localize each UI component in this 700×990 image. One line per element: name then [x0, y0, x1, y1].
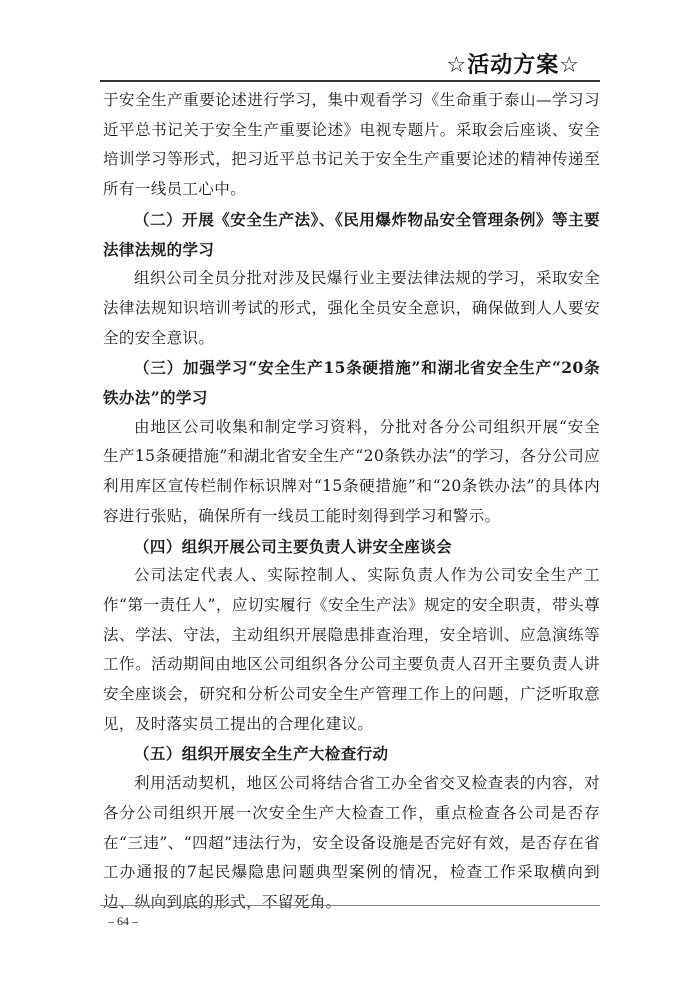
page-number: – 64 – [108, 914, 138, 928]
footer-divider [100, 905, 600, 906]
section-heading-2: （二）开展《安全生产法》、《民用爆炸物品安全管理条例》等主要法律法规的学习 [103, 209, 600, 259]
section-paragraph-5: 利用活动契机，地区公司将结合省工办全省交叉检查表的内容，对各分公司组织开展一次安全生产大检查工作，重点检查各公司是否存在“三违”、“四超”违法行为，安全设备设施是否完好有效，是否存在省工办通报的7起民爆隐患问题典型案例的情况，检查工作采取横向到边、纵向到底的形式，不留死角。 [103, 774, 600, 911]
section-heading-3: （三）加强学习“安全生产15条硬措施”和湖北省安全生产“20条铁办法”的学习 [103, 358, 600, 408]
section-paragraph-3: 由地区公司收集和制定学习资料，分批对各分公司组织开展“安全生产15条硬措施”和湖北省安全生产“20条铁办法”的学习，各分公司应利用库区宣传栏制作标识牌对“15条硬措施”和“20条铁办法”的具体内容进行张贴，确保所有一线员工能时刻得到学习和警示。 [103, 417, 600, 525]
document-body [103, 86, 600, 918]
section-heading-5: （五）组织开展安全生产大检查行动 [134, 744, 389, 764]
section-paragraph-2: 组织公司全员分批对涉及民爆行业主要法律法规的学习，采取安全法律法规知识培训考试的形式，强化全员安全意识，确保做到人人要安全的安全意识。 [103, 269, 600, 347]
section-heading-4: （四）组织开展公司主要负责人讲安全座谈会 [134, 536, 453, 556]
page-header-title: ☆活动方案☆ [446, 53, 580, 78]
section-paragraph-4: 公司法定代表人、实际控制人、实际负责人作为公司安全生产工作“第一责任人”，应切实履行《安全生产法》规定的安全职责，带头尊法、学法、守法，主动组织开展隐患排查治理，安全培训、应急演练等工作。活动期间由地区公司组织各分公司主要负责人召开主要负责人讲安全座谈会，研究和分析公司安全生产管理工作上的问题，广泛听取意见，及时落实员工提出的合理化建议。 [103, 566, 600, 733]
paragraph-continuation: 于安全生产重要论述进行学习，集中观看学习《生命重于泰山—学习习近平总书记关于安全生产重要论述》电视专题片。采取会后座谈、安全培训学习等形式，把习近平总书记关于安全生产重要论述的精神传递至所有一线员工心中。 [103, 91, 600, 199]
header-divider [100, 80, 600, 82]
